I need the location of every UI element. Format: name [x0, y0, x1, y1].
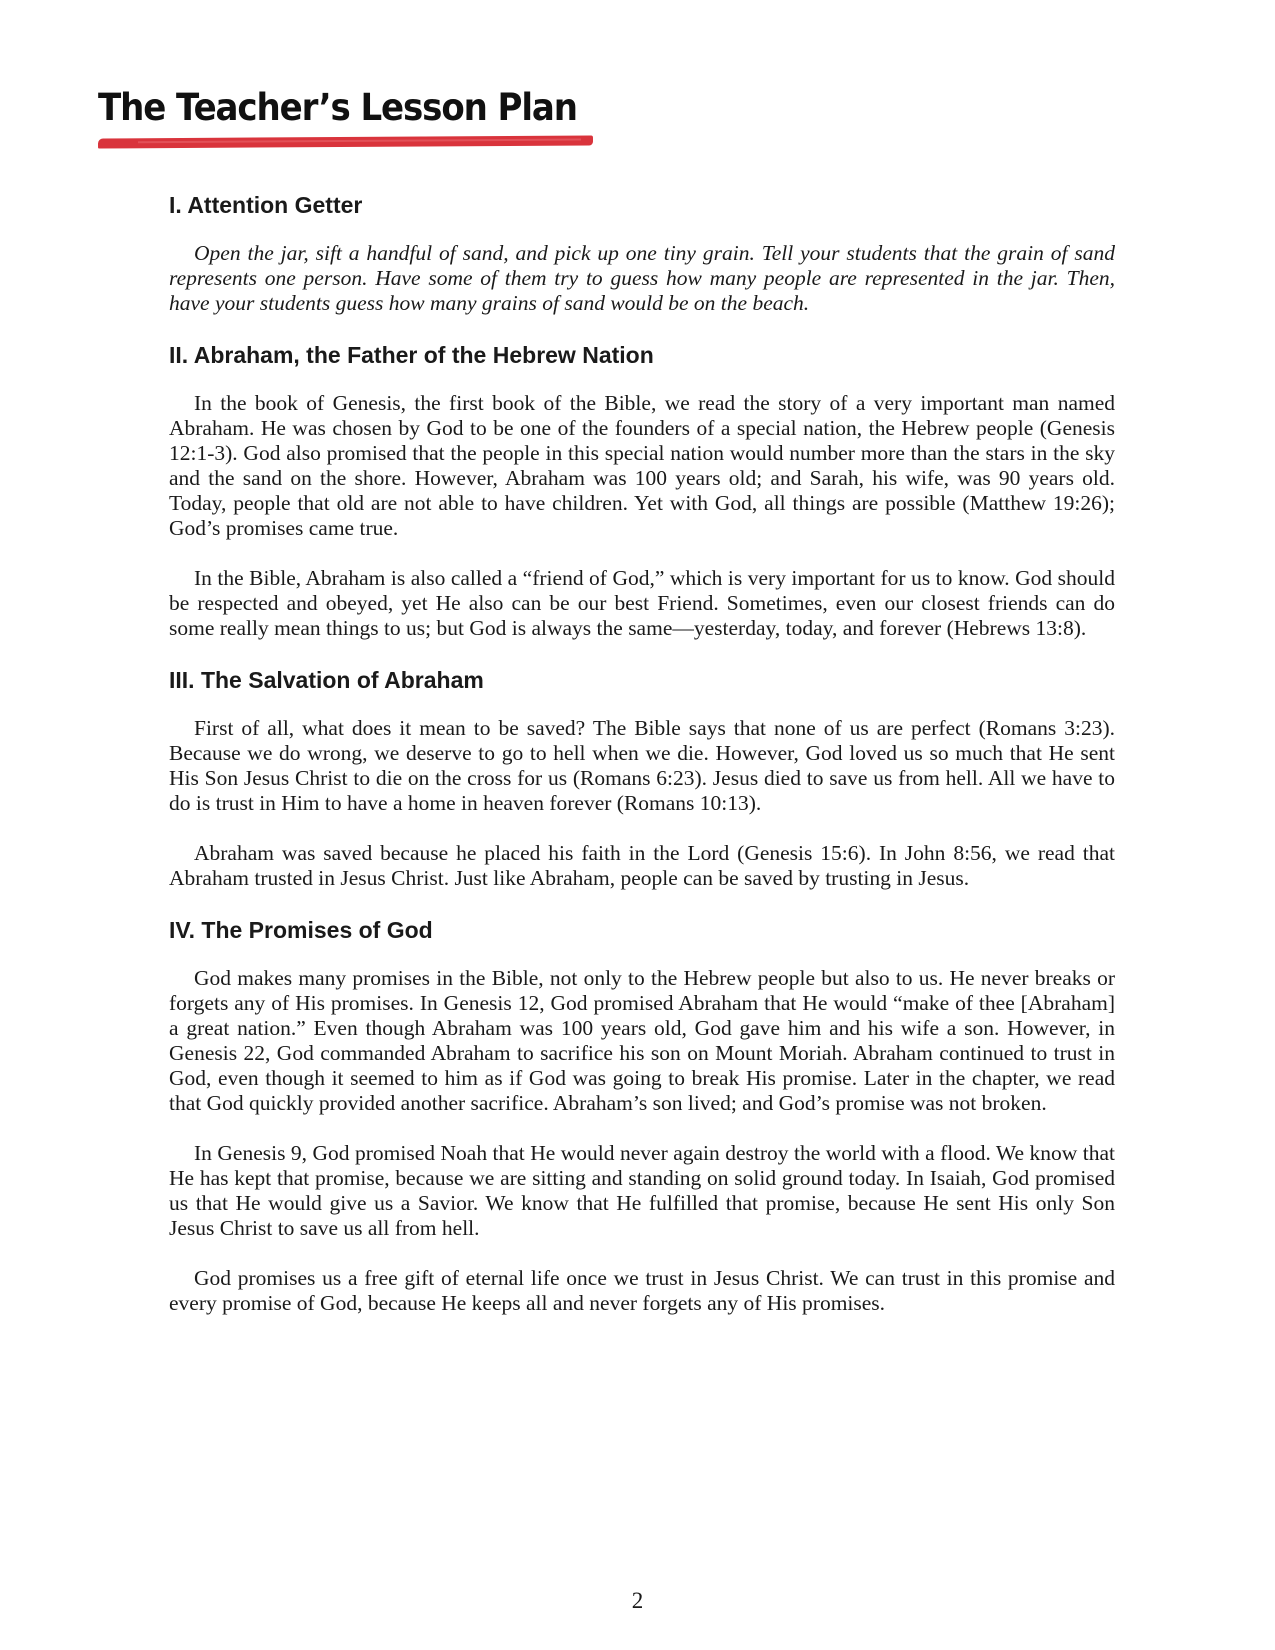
title-underline	[98, 135, 593, 148]
paragraph: God promises us a free gift of eternal life once we trust in Jesus Christ. We can trust in this promise and every promise of God, because He keeps all and never forgets any of His promises.	[169, 1266, 1115, 1315]
paragraph: First of all, what does it mean to be saved? The Bible says that none of us are perfect (Romans 3:23). Because we do wrong, we deserve to go to hell when we die. However, God loved us so much that He sent His Son Jesus Christ to die on the cross for us (Romans 6:23). Jesus died to save us from hell. All we have to do is trust in Him to have a home in heaven forever (Romans 10:13).	[169, 716, 1115, 815]
paragraph: God makes many promises in the Bible, not only to the Hebrew people but also to us. He never breaks or forgets any of His promises. In Genesis 12, God promised Abraham that He would “make of thee [Abraham] a great nation.” Even though Abraham was 100 years old, God gave him and his wife a son. However, in Genesis 22, God commanded Abraham to sacrifice his son on Mount Moriah. Abraham continued to trust in God, even though it seemed to him as if God was going to break His promise. Later in the chapter, we read that God quickly provided another sacrifice. Abraham’s son lived; and God’s promise was not broken.	[169, 966, 1115, 1115]
paragraph: Abraham was saved because he placed his faith in the Lord (Genesis 15:6). In John 8:56, we read that Abraham trusted in Jesus Christ. Just like Abraham, people can be saved by trusting in Jesus.	[169, 841, 1115, 890]
paragraph: In the book of Genesis, the first book of the Bible, we read the story of a very important man named Abraham. He was chosen by God to be one of the founders of a special nation, the Hebrew people (Genesis 12:1-3). God also promised that the people in this special nation would number more than the stars in the sky and the sand on the shore. However, Abraham was 100 years old; and Sarah, his wife, was 90 years old. Today, people that old are not able to have children. Yet with God, all things are possible (Matthew 19:26); God’s promises came true.	[169, 391, 1115, 540]
paragraph: Open the jar, sift a handful of sand, and pick up one tiny grain. Tell your students that the grain of sand represents one person. Have some of them try to guess how many people are represented in the jar. Then, have your students guess how many grains of sand would be on the beach.	[169, 241, 1115, 315]
lesson-content	[169, 190, 1115, 1316]
section-attention-getter	[169, 190, 1115, 316]
page-title: The Teacher’s Lesson Plan	[98, 86, 577, 129]
section-abraham-father	[169, 340, 1115, 641]
page-number: 2	[631, 1588, 644, 1613]
section-heading: III. The Salvation of Abraham	[169, 667, 484, 693]
section-promises	[169, 915, 1115, 1316]
paragraph: In Genesis 9, God promised Noah that He would never again destroy the world with a flood. We know that He has kept that promise, because we are sitting and standing on solid ground today. In Isaiah, God promised us that He would give us a Savior. We know that He fulfilled that promise, because He sent His only Son Jesus Christ to save us all from hell.	[169, 1141, 1115, 1240]
section-salvation	[169, 665, 1115, 891]
paragraph: In the Bible, Abraham is also called a “friend of God,” which is very important for us to know. God should be respected and obeyed, yet He also can be our best Friend. Sometimes, even our closest friends can do some really mean things to us; but God is always the same—yesterday, today, and forever (Hebrews 13:8).	[169, 566, 1115, 640]
section-heading: IV. The Promises of God	[169, 917, 433, 943]
section-heading: I. Attention Getter	[169, 192, 363, 218]
section-heading: II. Abraham, the Father of the Hebrew Nation	[169, 342, 654, 368]
